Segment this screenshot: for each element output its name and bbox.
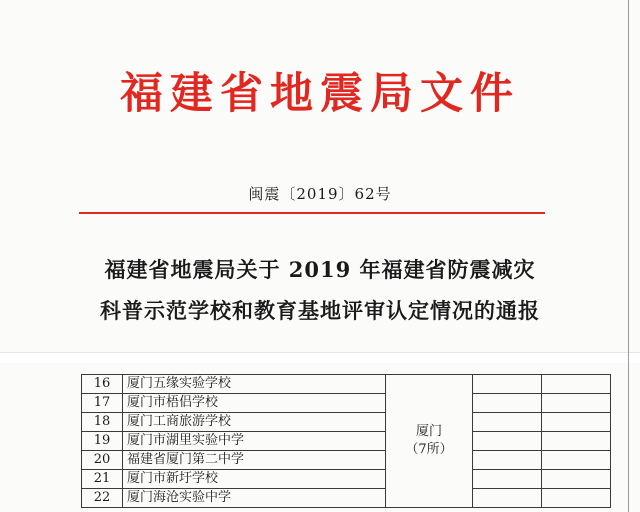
empty-cell [473, 470, 542, 489]
agency-header: 福建省地震局文件 [120, 69, 520, 119]
row-number: 21 [82, 470, 123, 489]
red-divider [79, 212, 545, 214]
empty-cell [473, 375, 542, 394]
table-row [82, 489, 611, 508]
region-cell [386, 375, 473, 508]
notice-title-line-1: 福建省地震局关于 2019 年福建省防震减灾 [104, 257, 536, 282]
school-name: 厦门市梧侣学校 [123, 394, 386, 413]
table-row [82, 413, 611, 432]
row-number: 16 [82, 375, 123, 394]
row-number: 18 [82, 413, 123, 432]
empty-cell [473, 432, 542, 451]
school-name: 厦门市新圩学校 [123, 470, 386, 489]
empty-cell [542, 432, 611, 451]
empty-cell [473, 489, 542, 508]
empty-cell [542, 413, 611, 432]
row-number: 17 [82, 394, 123, 413]
table-row [82, 470, 611, 489]
row-number: 22 [82, 489, 123, 508]
empty-cell [473, 451, 542, 470]
table-row [82, 451, 611, 470]
empty-cell [473, 394, 542, 413]
row-number: 20 [82, 451, 123, 470]
school-name: 厦门海沧实验中学 [123, 489, 386, 508]
school-list-table [81, 374, 611, 508]
table-row [82, 375, 611, 394]
empty-cell [542, 489, 611, 508]
school-name: 厦门工商旅游学校 [123, 413, 386, 432]
school-name: 厦门五缘实验学校 [123, 375, 386, 394]
row-number: 19 [82, 432, 123, 451]
school-name: 福建省厦门第二中学 [123, 451, 386, 470]
table-row [82, 432, 611, 451]
page-cut-divider [0, 352, 640, 363]
page-edge-line [628, 0, 629, 512]
region-count: （7所） [405, 442, 453, 457]
table-row [82, 394, 611, 413]
region-name: 厦门 [415, 424, 442, 439]
empty-cell [542, 470, 611, 489]
empty-cell [473, 413, 542, 432]
document-number: 闽震〔2019〕62号 [248, 185, 392, 203]
empty-cell [542, 394, 611, 413]
empty-cell [542, 375, 611, 394]
notice-title-line-2: 科普示范学校和教育基地评审认定情况的通报 [100, 298, 540, 323]
empty-cell [542, 451, 611, 470]
school-name: 厦门市湖里实验中学 [123, 432, 386, 451]
